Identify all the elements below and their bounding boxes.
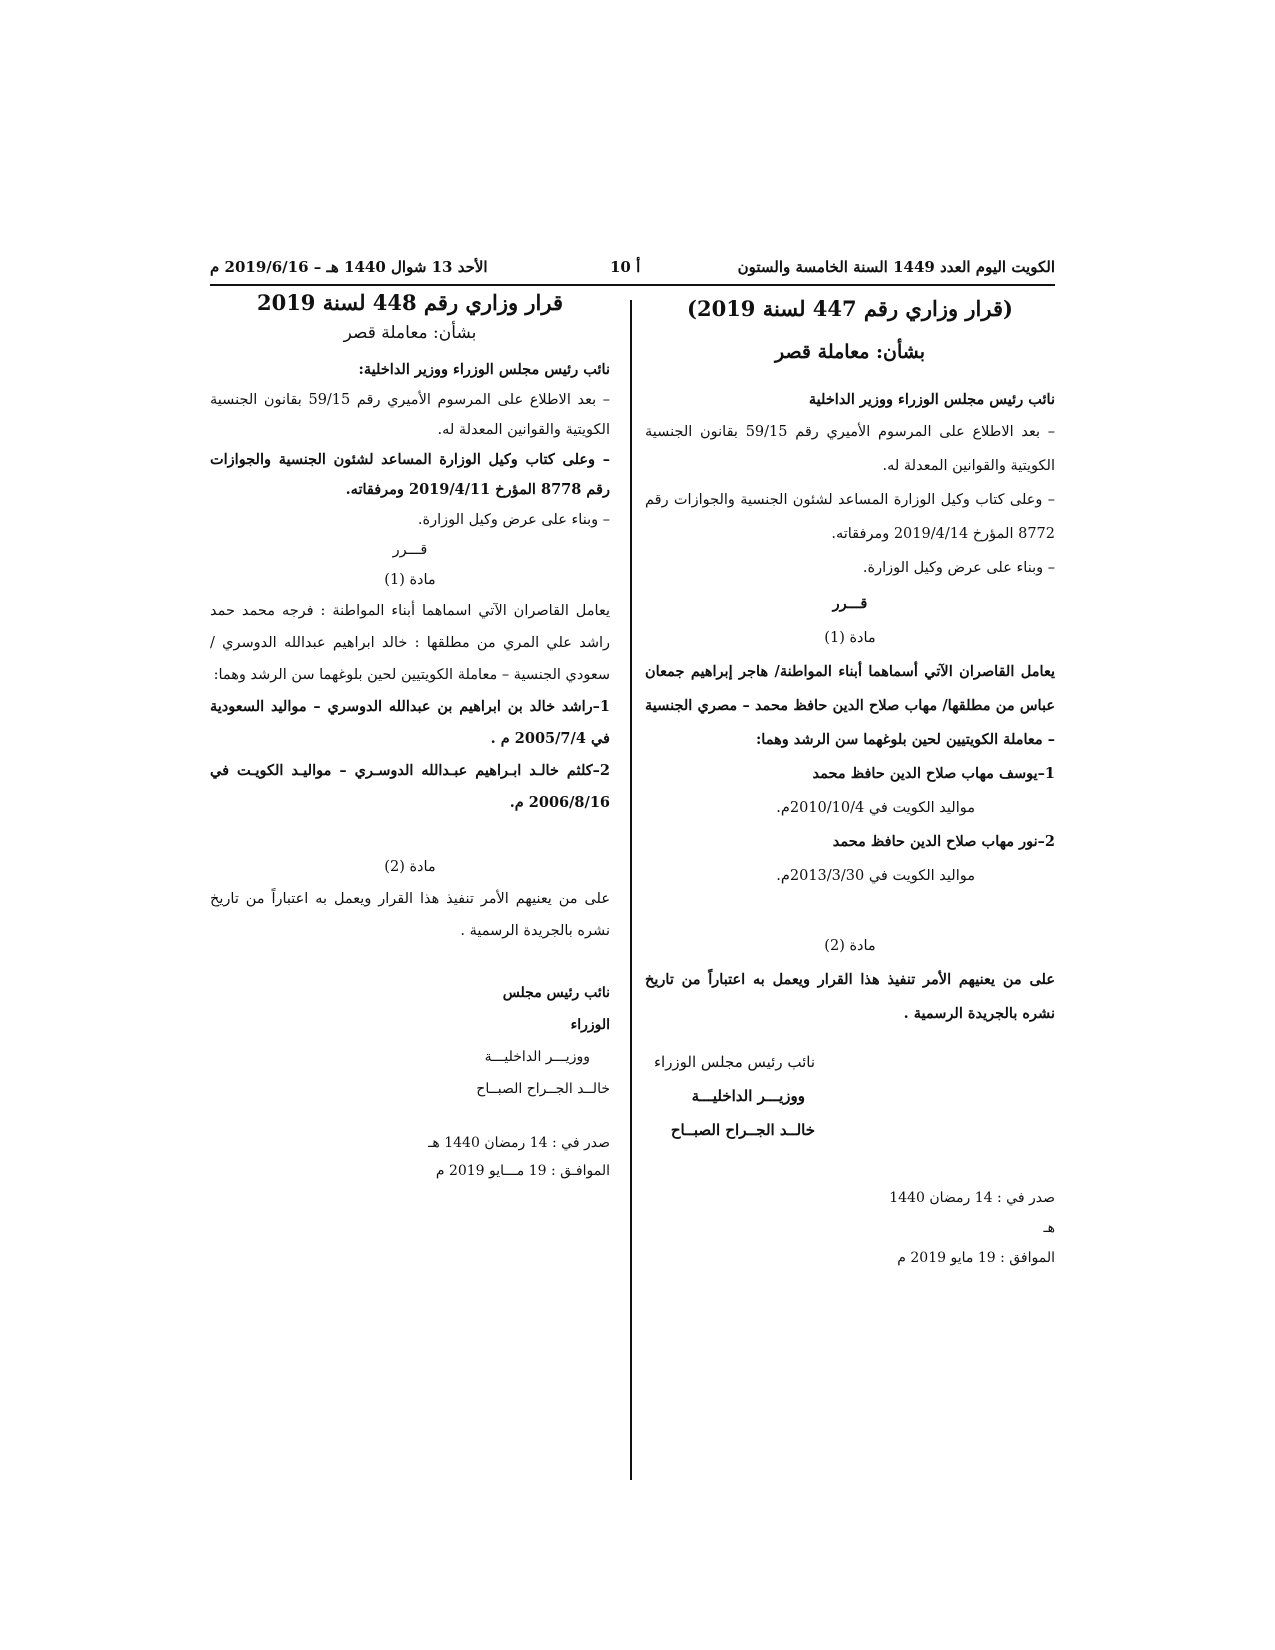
decree-447-decided: قـــرر: [832, 595, 868, 612]
decree-448-article2-text: على من يعنيهم الأمر تنفيذ هذا القرار ويعمل به اعتباراً من تاريخ نشره بالجريدة الرسمية .: [210, 891, 610, 939]
decree-448-issue-dates: [210, 1129, 610, 1185]
header-date: الأحد 13 شوال 1440 هـ – 2019/6/16 م: [210, 258, 488, 276]
header-divider: [210, 284, 1055, 286]
decree-448-decided: قـــرر: [392, 542, 428, 558]
decree-448-child1: 1–راشد خالد بن ابراهيم بن عبدالله الدوسري – مواليد السعودية في 2005/7/4 م .: [210, 698, 610, 747]
decree-447-issue-dates: [645, 1183, 1055, 1273]
decree-447-preamble-3: – وبناء على عرض وكيل الوزارة.: [862, 560, 1055, 576]
decree-448-subject: بشأن: معاملة قصر: [343, 323, 477, 343]
decree-447-child2-birth: مواليد الكويت في 2013/3/30م.: [776, 868, 975, 884]
decree-448-sign-name: خالــد الجــراح الصبــاح: [476, 1081, 610, 1097]
decree-447-sign-title1: نائب رئيس مجلس الوزراء: [653, 1053, 815, 1071]
decree-447-sign-title2: ووزيـــر الداخليـــة: [691, 1087, 805, 1105]
decree-447-child1-birth: مواليد الكويت في 2010/10/4م.: [776, 800, 975, 816]
decree-448-column: [210, 290, 610, 1185]
decree-447-article2-text: على من يعنيهم الأمر تنفيذ هذا القرار ويعمل به اعتباراً من تاريخ نشره بالجريدة الرسمية .: [645, 971, 1055, 1022]
decree-448-article2-label: مادة (2): [384, 859, 436, 875]
header-issue-info: الكويت اليوم العدد 1449 السنة الخامسة والستون: [737, 258, 1055, 276]
decree-448-preamble-1: – بعد الاطلاع على المرسوم الأميري رقم 59/15 بقانون الجنسية الكويتية والقوانين المعدلة له.: [210, 392, 610, 438]
decree-447-issued: صدر في : 14 رمضان 1440 هـ: [889, 1190, 1055, 1236]
decree-448-authority: نائب رئيس مجلس الوزراء ووزير الداخلية:: [358, 361, 610, 378]
decree-448-sign-title1: نائب رئيس مجلس الوزراء: [502, 985, 610, 1033]
decree-447-column: [645, 296, 1055, 1273]
decree-448-child2: 2–كلثم خالـد ابـراهيم عبـدالله الدوسـري – مواليـد الكويـت في 2006/8/16 م.: [210, 762, 610, 811]
decree-447-article1-text: يعامل القاصران الآتي أسماهما أبناء المواطنة/ هاجر إبراهيم جمعان عباس من مطلقها/ مهاب صلاح الدين حافظ محمد – مصري الجنسية – معاملة الكويتيين لحين بلوغهما سن الرشد وهما:: [645, 663, 1055, 748]
decree-448-issued: صدر في : 14 رمضان 1440 هـ: [428, 1135, 610, 1151]
decree-448-article1-text: يعامل القاصران الآتي اسماهما أبناء المواطنة : فرجه محمد حمد راشد علي المري من مطلقها : خالد ابراهيم عبدالله الدوسري / سعودي الجنسية – معاملة الكويتيين لحين بلوغهما سن الرشد وهما:: [210, 603, 610, 683]
decree-448-preamble-2: – وعلى كتاب وكيل الوزارة المساعد لشئون الجنسية والجوازات رقم 8778 المؤرخ 2019/4/11 ومرفقاته.: [210, 451, 610, 498]
decree-448-article1-label: مادة (1): [384, 572, 436, 588]
decree-448-sign-title2: ووزيـــر الداخليـــة: [484, 1049, 590, 1065]
decree-448-corresponding: الموافـق : 19 مـــايو 2019 م: [435, 1163, 610, 1179]
decree-447-sign-name: خالــد الجــراح الصبــاح: [670, 1121, 815, 1139]
decree-447-title: (قرار وزاري رقم 447 لسنة 2019): [687, 296, 1013, 321]
decree-447-preamble-1: – بعد الاطلاع على المرسوم الأميري رقم 59/15 بقانون الجنسية الكويتية والقوانين المعدلة له.: [645, 424, 1055, 474]
header-page-number: أ 10: [610, 258, 641, 276]
decree-448-preamble-3: – وبناء على عرض وكيل الوزارة.: [417, 512, 610, 528]
decree-447-child2-name: 2–نور مهاب صلاح الدين حافظ محمد: [832, 833, 1055, 850]
decree-447-corresponding: الموافق : 19 مايو 2019 م: [897, 1250, 1055, 1266]
decree-447-article1-label: مادة (1): [824, 630, 876, 646]
column-divider: [630, 300, 632, 1480]
decree-447-subject: بشأن: معاملة قصر: [774, 341, 926, 363]
decree-447-authority: نائب رئيس مجلس الوزراء ووزير الداخلية: [808, 391, 1055, 408]
decree-447-signature: [645, 1045, 1055, 1147]
decree-448-title: قرار وزاري رقم 448 لسنة 2019: [256, 290, 564, 315]
decree-447-child1-name: 1–يوسف مهاب صلاح الدين حافظ محمد: [812, 765, 1055, 782]
decree-448-signature: [210, 977, 610, 1105]
decree-447-article2-label: مادة (2): [824, 938, 876, 954]
decree-447-preamble-2: – وعلى كتاب وكيل الوزارة المساعد لشئون الجنسية والجوازات رقم 8772 المؤرخ 2019/4/14 ومرفقاته.: [645, 492, 1055, 542]
